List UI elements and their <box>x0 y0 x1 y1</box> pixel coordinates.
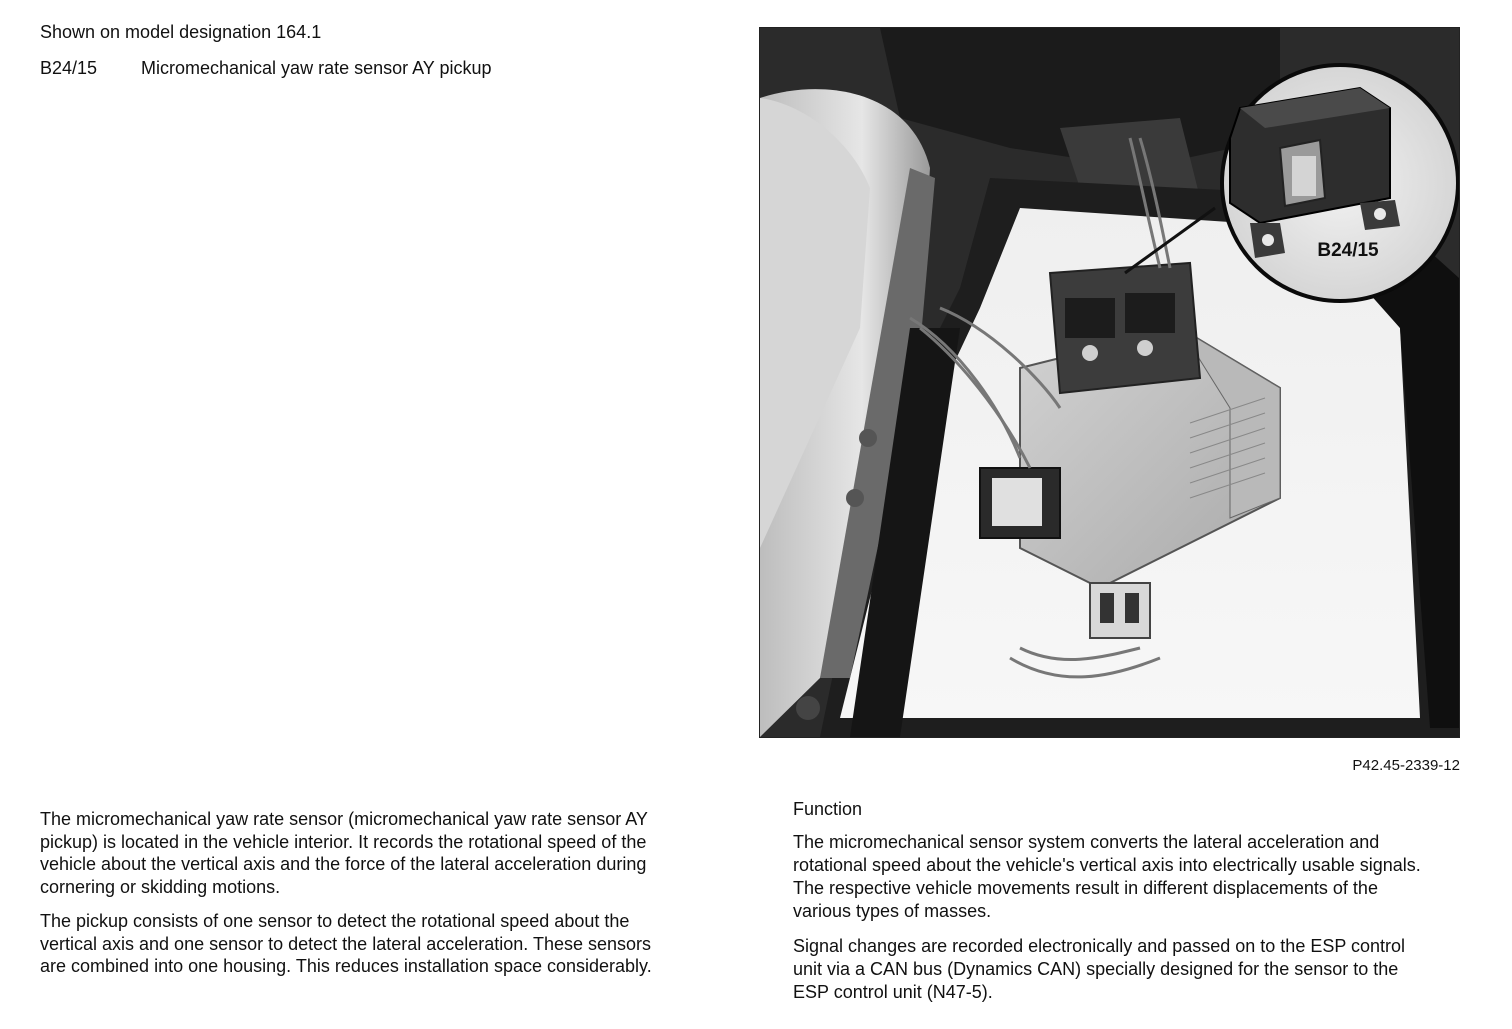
description-text <box>40 808 660 990</box>
model-designation-caption: Shown on model designation 164.1 <box>40 22 322 42</box>
function-heading: Function <box>793 799 863 819</box>
description-paragraph: The micromechanical yaw rate sensor (micromechanical yaw rate sensor AY pickup) is located in the vehicle interior. It records the rotational speed of the vehicle about the vertical axis and the force of the lateral acceleration during cornering or skidding motions. <box>40 809 648 897</box>
description-paragraph: The pickup consists of one sensor to detect the rotational speed about the vertical axis and one sensor to detect the lateral acceleration. These sensors are combined into one housing. This reduces installation space considerably. <box>40 911 652 976</box>
function-paragraph: The micromechanical sensor system converts the lateral acceleration and rotational speed about the vehicle's vertical axis into electrically usable signals. The respective vehicle movements result in different displacements of the various types of masses. <box>793 832 1421 921</box>
function-paragraph: Signal changes are recorded electronically and passed on to the ESP control unit via a CAN bus (Dynamics CAN) specially designed for the sensor to the ESP control unit (N47-5). <box>793 936 1406 1002</box>
legend-text: Micromechanical yaw rate sensor AY pickup <box>141 58 492 78</box>
legend-code: B24/15 <box>40 58 98 78</box>
function-text <box>793 831 1433 1016</box>
installation-photo-drawing <box>760 28 1459 737</box>
legend-row <box>40 56 492 80</box>
figure-number: P42.45-2339-12 <box>1352 757 1460 774</box>
callout-label: B24/15 <box>1317 240 1379 261</box>
installation-photo <box>759 27 1460 738</box>
